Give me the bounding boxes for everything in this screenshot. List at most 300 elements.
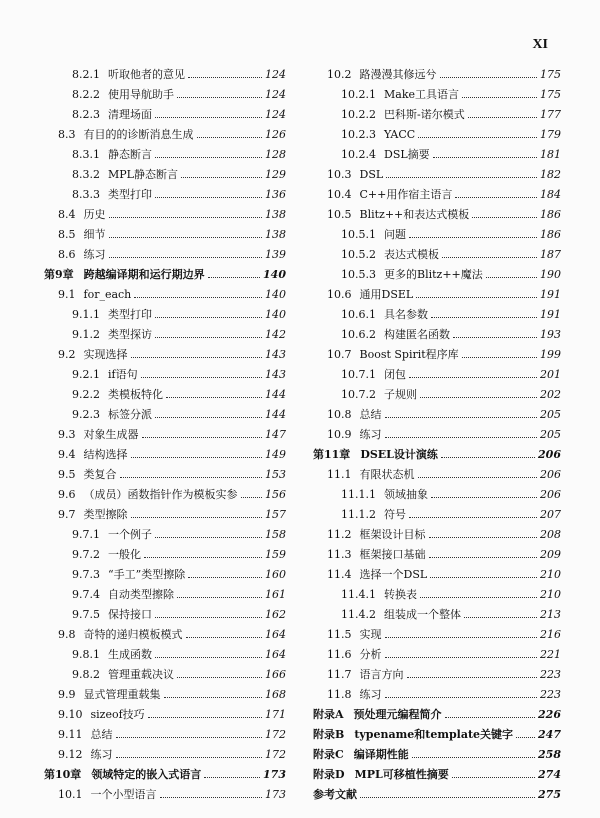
toc-entry-number: 9.2.2 [72, 387, 100, 401]
dot-leader [109, 257, 263, 258]
dot-leader [431, 317, 537, 318]
toc-entry-page: 206 [540, 487, 561, 501]
toc-entry-number: 9.7.5 [72, 607, 100, 621]
toc-entry-page: 166 [265, 667, 286, 681]
toc-entry-page: 274 [538, 767, 561, 781]
toc-entry-number: 8.4 [58, 207, 76, 221]
toc-entry-page: 164 [265, 627, 286, 641]
dot-leader [440, 77, 538, 78]
toc-entry-title: 有目的的诊断消息生成 [83, 128, 194, 141]
toc-section-entry[interactable] [44, 484, 286, 504]
toc-section-entry[interactable] [313, 104, 561, 124]
toc-entry-title: MPL可移植性摘要 [354, 768, 449, 781]
toc-entry-page: 173 [263, 767, 286, 781]
toc-entry-page: 172 [265, 727, 286, 741]
toc-section-entry[interactable] [44, 664, 286, 684]
toc-entry-number: 11.1.1 [341, 487, 376, 501]
toc-entry-page: 160 [265, 567, 286, 581]
toc-section-entry[interactable] [44, 524, 286, 544]
toc-section-entry[interactable] [313, 544, 561, 564]
dot-leader [385, 417, 538, 418]
toc-entry-page: 190 [540, 267, 561, 281]
toc-section-entry[interactable] [313, 404, 561, 424]
toc-entry-number: 8.3.1 [72, 147, 100, 161]
toc-chapter-entry[interactable] [44, 764, 286, 784]
toc-entry-number: 8.2.1 [72, 67, 100, 81]
toc-section-entry[interactable] [44, 544, 286, 564]
toc-entry-number: 9.6 [58, 487, 76, 501]
toc-chapter-entry[interactable] [313, 724, 561, 744]
toc-entry-page: 143 [265, 367, 286, 381]
toc-entry-title: 子规则 [384, 388, 417, 401]
toc-entry-number: 11.5 [327, 627, 352, 641]
toc-section-entry[interactable] [313, 304, 561, 324]
toc-entry-page: 199 [540, 347, 561, 361]
toc-entry-title: 分析 [359, 648, 382, 661]
toc-entry-page: 182 [540, 167, 561, 181]
toc-chapter-entry[interactable] [313, 744, 561, 764]
dot-leader [155, 117, 262, 118]
toc-entry-number: 11.1 [327, 467, 352, 481]
toc-section-entry[interactable] [44, 724, 286, 744]
toc-section-entry[interactable] [313, 244, 561, 264]
dot-leader [441, 457, 535, 458]
dot-leader [416, 297, 537, 298]
toc-entry-page: 226 [538, 707, 561, 721]
toc-entry-number: 附录B [313, 728, 345, 741]
toc-entry-number: 第11章 [313, 448, 351, 461]
dot-leader [142, 437, 263, 438]
toc-entry-number: 9.8.1 [72, 647, 100, 661]
toc-section-entry[interactable] [313, 384, 561, 404]
toc-entry-number: 11.8 [327, 687, 352, 701]
dot-leader [155, 157, 262, 158]
toc-entry-number: 8.2.3 [72, 107, 100, 121]
toc-section-entry[interactable] [313, 184, 561, 204]
dot-leader [109, 217, 263, 218]
toc-entry-page: 209 [540, 547, 561, 561]
toc-entry-number: 9.2.3 [72, 407, 100, 421]
toc-entry-title: 跨越编译期和运行期边界 [83, 268, 205, 281]
toc-section-entry[interactable] [313, 284, 561, 304]
toc-entry-number: 第9章 [44, 268, 74, 281]
toc-section-entry[interactable] [44, 744, 286, 764]
dot-leader [131, 457, 263, 458]
toc-entry-number: 10.2.1 [341, 87, 376, 101]
toc-entry-page: 181 [540, 147, 561, 161]
toc-entry-number: 10.5 [327, 207, 352, 221]
toc-entry-page: 213 [540, 607, 561, 621]
toc-entry-title: 类型探访 [108, 328, 152, 341]
toc-entry-page: 223 [540, 687, 561, 701]
dot-leader [407, 677, 538, 678]
toc-entry-title: 类模板特化 [108, 388, 163, 401]
dot-leader [177, 597, 262, 598]
toc-entry-title: 一般化 [108, 548, 141, 561]
toc-entry-number: 10.7.2 [341, 387, 376, 401]
dot-leader [144, 557, 262, 558]
toc-entry-number: 11.1.2 [341, 507, 376, 521]
toc-section-entry[interactable] [44, 164, 286, 184]
toc-entry-number: 9.9 [58, 687, 76, 701]
toc-entry-title: 类型打印 [108, 188, 152, 201]
toc-section-entry[interactable] [313, 664, 561, 684]
dot-leader [418, 477, 538, 478]
toc-section-entry[interactable] [44, 244, 286, 264]
toc-entry-number: 11.4.1 [341, 587, 376, 601]
dot-leader [385, 697, 538, 698]
toc-entry-page: 147 [265, 427, 286, 441]
toc-entry-title: 实现选择 [83, 348, 128, 361]
dot-leader [442, 257, 537, 258]
dot-leader [420, 397, 537, 398]
toc-entry-page: 208 [540, 527, 561, 541]
toc-entry-title: 生成函数 [108, 648, 152, 661]
dot-leader [134, 297, 262, 298]
toc-entry-title: 问题 [384, 228, 406, 241]
toc-entry-page: 175 [540, 67, 561, 81]
toc-entry-title: 框架设计目标 [359, 528, 426, 541]
toc-entry-number: 9.7.1 [72, 527, 100, 541]
toc-entry-title: 路漫漫其修远兮 [359, 68, 437, 81]
dot-leader [155, 197, 262, 198]
toc-section-entry[interactable] [44, 124, 286, 144]
toc-entry-title: C++用作宿主语言 [359, 188, 453, 201]
toc-section-entry[interactable] [44, 104, 286, 124]
dot-leader [409, 517, 537, 518]
toc-section-entry[interactable] [44, 64, 286, 84]
toc-entry-page: 158 [265, 527, 286, 541]
toc-entry-title: 自动类型擦除 [108, 588, 174, 601]
toc-section-entry[interactable] [313, 604, 561, 624]
toc-entry-title: 显式管理重载集 [83, 688, 161, 701]
toc-entry-number: 10.5.1 [341, 227, 376, 241]
toc-entry-title: 历史 [83, 208, 106, 221]
toc-entry-page: 139 [265, 247, 286, 261]
toc-entry-number: 9.12 [58, 747, 83, 761]
toc-section-entry[interactable] [44, 304, 286, 324]
toc-entry-page: 275 [538, 787, 561, 801]
toc-entry-title: 类复合 [83, 468, 117, 481]
toc-section-entry[interactable] [313, 344, 561, 364]
dot-leader [116, 757, 263, 758]
toc-entry-number: 9.1.2 [72, 327, 100, 341]
dot-leader [418, 137, 537, 138]
toc-entry-number: 11.4.2 [341, 607, 376, 621]
toc-entry-page: 124 [265, 87, 286, 101]
toc-section-entry[interactable] [313, 124, 561, 144]
dot-leader [445, 717, 535, 718]
dot-leader [409, 377, 537, 378]
dot-leader [155, 317, 262, 318]
toc-entry-number: 8.2.2 [72, 87, 100, 101]
toc-entry-number: 10.7 [327, 347, 352, 361]
toc-section-entry[interactable] [313, 224, 561, 244]
toc-section-entry[interactable] [313, 504, 561, 524]
toc-section-entry[interactable] [313, 204, 561, 224]
toc-entry-number: 9.11 [58, 727, 83, 741]
toc-entry-title: 使用导航助手 [108, 88, 174, 101]
toc-entry-page: 138 [265, 207, 286, 221]
toc-left-column [44, 64, 286, 804]
toc-entry-page: 177 [540, 107, 561, 121]
toc-entry-number: 9.7.4 [72, 587, 100, 601]
toc-entry-title: 练习 [83, 248, 106, 261]
toc-entry-page: 191 [540, 307, 561, 321]
toc-entry-page: 149 [265, 447, 286, 461]
toc-section-entry[interactable] [44, 704, 286, 724]
toc-entry-title: 管理重载决议 [108, 668, 174, 681]
toc-entry-page: 143 [265, 347, 286, 361]
toc-entry-title: 预处理元编程简介 [353, 708, 442, 721]
toc-chapter-entry[interactable] [313, 444, 561, 464]
toc-entry-number: 9.1 [58, 287, 76, 301]
toc-chapter-entry[interactable] [313, 764, 561, 784]
toc-entry-page: 140 [265, 307, 286, 321]
toc-section-entry[interactable] [44, 424, 286, 444]
dot-leader [409, 237, 537, 238]
toc-entry-page: 128 [265, 147, 286, 161]
toc-entry-title: 表达式模板 [384, 248, 439, 261]
toc-entry-number: 8.6 [58, 247, 76, 261]
toc-section-entry[interactable] [44, 404, 286, 424]
toc-entry-number: 9.7.3 [72, 567, 100, 581]
toc-entry-title: 练习 [90, 748, 113, 761]
toc-entry-page: 210 [540, 567, 561, 581]
toc-section-entry[interactable] [313, 164, 561, 184]
toc-entry-number: 8.3.3 [72, 187, 100, 201]
toc-entry-number: 10.4 [327, 187, 352, 201]
toc-entry-title: 类型打印 [108, 308, 152, 321]
dot-leader [155, 417, 262, 418]
toc-entry-page: 156 [265, 487, 286, 501]
toc-section-entry[interactable] [44, 604, 286, 624]
toc-entry-number: 9.7.2 [72, 547, 100, 561]
toc-entry-title: if语句 [108, 368, 138, 381]
toc-section-entry[interactable] [313, 524, 561, 544]
dot-leader [360, 797, 535, 798]
toc-chapter-entry[interactable] [44, 264, 286, 284]
toc-entry-title: 总结 [90, 728, 113, 741]
dot-leader [420, 597, 537, 598]
toc-entry-title: 编译期性能 [353, 748, 409, 761]
toc-section-entry[interactable] [313, 364, 561, 384]
toc-entry-page: 221 [540, 647, 561, 661]
toc-entry-title: 细节 [83, 228, 106, 241]
toc-section-entry[interactable] [313, 564, 561, 584]
toc-section-entry[interactable] [44, 564, 286, 584]
toc-entry-number: 附录C [313, 748, 344, 761]
toc-section-entry[interactable] [313, 624, 561, 644]
toc-entry-page: 205 [540, 427, 561, 441]
toc-section-entry[interactable] [44, 284, 286, 304]
toc-entry-number: 11.7 [327, 667, 352, 681]
toc-section-entry[interactable] [44, 504, 286, 524]
toc-entry-title: 领域抽象 [384, 488, 428, 501]
toc-entry-title: 框架接口基础 [359, 548, 426, 561]
dot-leader [155, 657, 262, 658]
toc-entry-number: 10.5.2 [341, 247, 376, 261]
toc-section-entry[interactable] [313, 324, 561, 344]
toc-entry-number: 10.3 [327, 167, 352, 181]
toc-entry-page: 179 [540, 127, 561, 141]
toc-entry-page: 144 [265, 387, 286, 401]
toc-entry-number: 10.2 [327, 67, 352, 81]
page-number: XI [532, 37, 548, 52]
toc-section-entry[interactable] [313, 264, 561, 284]
toc-entry-number: 10.5.3 [341, 267, 376, 281]
dot-leader [131, 357, 263, 358]
toc-entry-number: 9.10 [58, 707, 83, 721]
toc-chapter-entry[interactable] [313, 704, 561, 724]
toc-entry-page: 201 [540, 367, 561, 381]
toc-entry-title: 一个小型语言 [90, 788, 157, 801]
toc-entry-page: 153 [265, 467, 286, 481]
toc-section-entry[interactable] [44, 584, 286, 604]
toc-section-entry[interactable] [44, 144, 286, 164]
toc-section-entry[interactable] [44, 684, 286, 704]
toc-entry-title: 保持接口 [108, 608, 152, 621]
dot-leader [166, 397, 262, 398]
toc-entry-title: 总结 [359, 408, 382, 421]
toc-section-entry[interactable] [44, 84, 286, 104]
toc-entry-title: DSL摘要 [384, 148, 430, 161]
toc-entry-number: 9.5 [58, 467, 76, 481]
dot-leader [431, 497, 537, 498]
toc-entry-title: 有限状态机 [359, 468, 415, 481]
toc-section-entry[interactable] [44, 464, 286, 484]
toc-section-entry[interactable] [44, 224, 286, 244]
toc-entry-title: 标签分派 [108, 408, 152, 421]
toc-entry-number: 附录A [313, 708, 344, 721]
toc-entry-page: 129 [265, 167, 286, 181]
toc-section-entry[interactable] [313, 484, 561, 504]
dot-leader [472, 217, 537, 218]
toc-section-entry[interactable] [313, 684, 561, 704]
toc-entry-title: 清理场面 [108, 108, 152, 121]
dot-leader [131, 517, 263, 518]
toc-section-entry[interactable] [44, 364, 286, 384]
toc-entry-page: 142 [265, 327, 286, 341]
toc-entry-page: 247 [538, 727, 561, 741]
dot-leader [430, 577, 537, 578]
dot-leader [385, 437, 538, 438]
toc-entry-number: 9.4 [58, 447, 76, 461]
dot-leader [181, 177, 262, 178]
toc-entry-title: Make工具语言 [384, 88, 459, 101]
dot-leader [455, 197, 537, 198]
toc-entry-page: 186 [540, 207, 561, 221]
toc-right-column [313, 64, 561, 804]
toc-entry-number: 10.6.2 [341, 327, 376, 341]
toc-section-entry[interactable] [44, 624, 286, 644]
toc-section-entry[interactable] [313, 424, 561, 444]
toc-entry-page: 144 [265, 407, 286, 421]
toc-entry-page: 172 [265, 747, 286, 761]
toc-entry-number: 附录D [313, 768, 345, 781]
dot-leader [462, 357, 537, 358]
toc-entry-number: 10.2.2 [341, 107, 376, 121]
dot-leader [241, 497, 263, 498]
toc-entry-page: 205 [540, 407, 561, 421]
toc-entry-page: 157 [265, 507, 286, 521]
toc-entry-number: 11.3 [327, 547, 352, 561]
dot-leader [116, 737, 263, 738]
toc-entry-number: 10.2.4 [341, 147, 376, 161]
dot-leader [386, 177, 537, 178]
toc-entry-number: 9.2 [58, 347, 76, 361]
toc-entry-title: 参考文献 [313, 788, 357, 801]
dot-leader [188, 77, 262, 78]
toc-section-entry[interactable] [44, 324, 286, 344]
toc-entry-page: 159 [265, 547, 286, 561]
toc-entry-title: Blitz++和表达式模板 [359, 208, 470, 221]
dot-leader [197, 137, 263, 138]
toc-section-entry[interactable] [44, 384, 286, 404]
toc-section-entry[interactable] [313, 84, 561, 104]
toc-entry-title: sizeof技巧 [90, 708, 145, 721]
dot-leader [188, 577, 262, 578]
toc-section-entry[interactable] [313, 644, 561, 664]
toc-entry-title: 构建匿名函数 [384, 328, 450, 341]
dot-leader [208, 277, 260, 278]
toc-entry-title: 对象生成器 [83, 428, 139, 441]
toc-section-entry[interactable] [44, 344, 286, 364]
dot-leader [160, 797, 263, 798]
dot-leader [204, 777, 260, 778]
toc-entry-page: 187 [540, 247, 561, 261]
toc-section-entry[interactable] [313, 584, 561, 604]
toc-entry-page: 191 [540, 287, 561, 301]
toc-section-entry[interactable] [313, 464, 561, 484]
toc-entry-page: 202 [540, 387, 561, 401]
toc-entry-page: 193 [540, 327, 561, 341]
toc-entry-page: 164 [265, 647, 286, 661]
toc-entry-number: 9.8.2 [72, 667, 100, 681]
toc-entry-title: 奇特的递归模板模式 [83, 628, 183, 641]
toc-entry-title: （成员）函数指针作为模板实参 [83, 488, 238, 501]
toc-section-entry[interactable] [313, 144, 561, 164]
toc-section-entry[interactable] [313, 64, 561, 84]
toc-section-entry[interactable] [44, 204, 286, 224]
toc-entry-page: 175 [540, 87, 561, 101]
toc-entry-page: 216 [540, 627, 561, 641]
toc-entry-title: MPL静态断言 [108, 168, 178, 181]
toc-entry-number: 8.3.2 [72, 167, 100, 181]
toc-entry-page: 207 [540, 507, 561, 521]
toc-entry-page: 161 [265, 587, 286, 601]
dot-leader [177, 97, 262, 98]
toc-entry-page: 124 [265, 67, 286, 81]
toc-entry-title: for_each [83, 287, 132, 301]
toc-section-entry[interactable] [44, 444, 286, 464]
toc-entry-title: YACC [384, 127, 416, 141]
toc-section-entry[interactable] [44, 184, 286, 204]
toc-entry-number: 10.7.1 [341, 367, 376, 381]
toc-entry-title: 巴科斯-诺尔模式 [384, 108, 465, 121]
toc-section-entry[interactable] [44, 784, 286, 804]
dot-leader [164, 697, 263, 698]
toc-section-entry[interactable] [44, 644, 286, 664]
toc-entry-title: 练习 [359, 428, 382, 441]
toc-entry-title: DSL [359, 167, 384, 181]
toc-entry-title: typename和template关键字 [354, 728, 514, 741]
toc-chapter-entry[interactable] [313, 784, 561, 804]
dot-leader [412, 757, 535, 758]
dot-leader [462, 97, 537, 98]
toc-entry-page: 173 [265, 787, 286, 801]
toc-entry-title: 组装成一个整体 [384, 608, 461, 621]
